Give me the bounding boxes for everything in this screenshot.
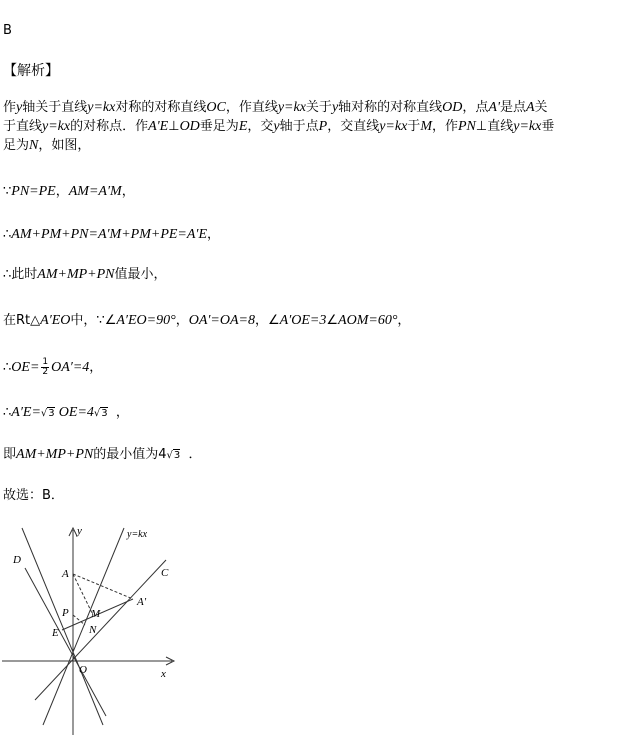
section-title: 【解析】 [3,63,59,79]
segment-p-n [73,615,85,625]
label-x-axis: x [161,668,166,680]
label-n: N [89,624,97,636]
step-because-equalities: ∵PN=PE，AM=A′M， [3,184,135,199]
final-choice: 故选：B． [3,488,64,503]
analysis-paragraph [3,98,625,155]
label-c: C [161,567,169,579]
step-sum-equation: ∴AM+PM+PN=A′M+PM+PE=A′E， [3,227,221,242]
line-od [25,568,106,716]
geometry-figure [0,520,200,740]
label-a-prime: A' [137,596,147,608]
label-a: A [62,568,69,580]
sqrt-three: √3 [93,408,108,419]
label-o: O [79,664,87,676]
label-p: P [62,607,69,619]
sqrt-three: √3 [40,408,55,419]
answer-letter: B [3,23,12,38]
label-e: E [52,627,59,639]
label-y-kx: y=kx [127,529,148,540]
paragraph-line-2: 于直线y=kx的对称点．作A'E⊥OD垂足为E，交y轴于点P，交直线y=kx于M，作PN⊥直线y=kx垂 [3,119,555,134]
paragraph-line-1: 作y轴关于直线y=kx对称的对称直线OC，作直线y=kx关于y轴对称的对称直线OD，点A'是点A关 [3,100,548,115]
step-right-triangle: 在Rt△A′EO中，∵∠A′EO=90°，OA′=OA=8，∠A′OE=3∠AOM=60°， [3,313,411,328]
step-ae-value: ∴A′E=√3 OE=4√3 ， [3,405,129,420]
segment-a-a-prime [73,574,133,599]
paragraph-line-3: 足为N，如图， [3,138,91,153]
step-conclusion: 即AM+MP+PN的最小值为4√3 ． [3,447,202,462]
fraction-one-half: $\frac{1}{2}$ [42,357,49,377]
sqrt-three: √3 [166,450,181,461]
segment-a-m [73,574,93,615]
step-oe-value: ∴OE= $\frac{1}{2}$ OA′=4， [3,357,103,377]
step-minimum: ∴此时AM+MP+PN值最小， [3,267,167,282]
label-d: D [13,554,21,566]
label-y-axis: y [77,525,82,537]
label-m: M [91,608,101,620]
